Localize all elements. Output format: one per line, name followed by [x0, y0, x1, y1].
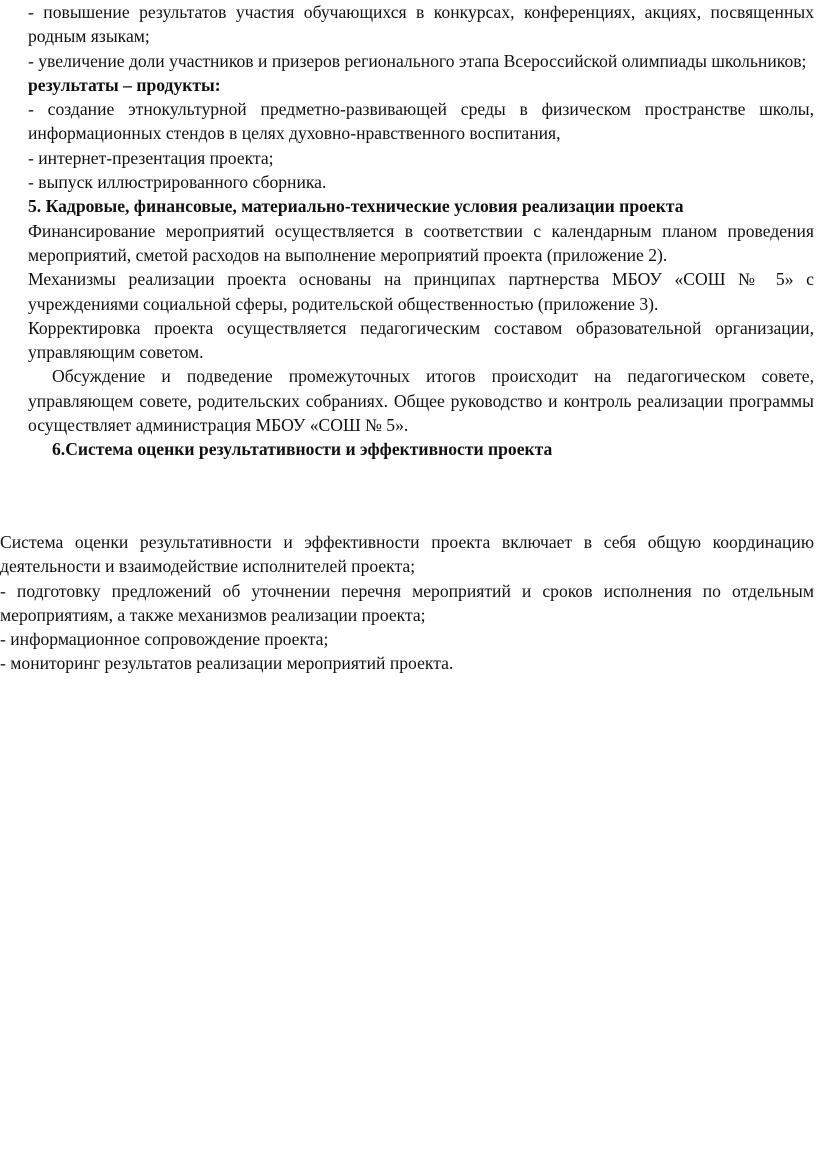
document-lower-block	[0, 530, 814, 676]
section5-heading: 5. Кадровые, финансовые, материально-технические условия реализации проекта	[28, 196, 684, 217]
intro-item: - повышение результатов участия обучающихся в конкурсах, конференциях, акциях, посвященных родным языкам;	[28, 2, 814, 47]
results-products-heading: результаты – продукты:	[28, 74, 221, 95]
product-item: - интернет-презентация проекта;	[28, 147, 274, 168]
section5-paragraph: Механизмы реализации проекта основаны на принципах партнерства МБОУ «СОШ № 5» с учреждениями социальной сферы, родительской общественностью (приложение 3).	[28, 269, 814, 314]
intro-item: - увеличение доли участников и призеров регионального этапа Всероссийской олимпиады школьников;	[28, 50, 807, 71]
section5-paragraph: Финансирование мероприятий осуществляется в соответствии с календарным планом проведения мероприятий, сметой расходов на выполнение мероприятий проекта (приложение 2).	[28, 220, 814, 265]
product-item: - создание этнокультурной предметно-развивающей среды в физическом пространстве школы, информационных стендов в целях духовно-нравственного воспитания,	[28, 99, 814, 144]
section5-paragraph: Обсуждение и подведение промежуточных итогов происходит на педагогическом совете, управляющем совете, родительских собраниях. Общее руководство и контроль реализации программы осуществляет администрация МБОУ «СОШ № 5».	[28, 366, 814, 436]
section6-paragraph: - мониторинг результатов реализации мероприятий проекта.	[0, 653, 454, 674]
product-item: - выпуск иллюстрированного сборника.	[28, 172, 327, 193]
section6-paragraph: - информационное сопровождение проекта;	[0, 629, 329, 650]
section6-heading: 6.Система оценки результативности и эффективности проекта	[52, 439, 553, 460]
section5-paragraph: Корректировка проекта осуществляется педагогическим составом образовательной организации, управляющим советом.	[28, 317, 814, 363]
section6-paragraph: - подготовку предложений об уточнении перечня мероприятий и сроков исполнения по отдельным мероприятиям, а также механизмов реализации проекта;	[0, 580, 814, 625]
section6-paragraph: Система оценки результативности и эффективности проекта включает в себя общую координацию деятельности и взаимодействие исполнителей проекта;	[0, 532, 814, 577]
document-upper-block	[28, 0, 814, 462]
